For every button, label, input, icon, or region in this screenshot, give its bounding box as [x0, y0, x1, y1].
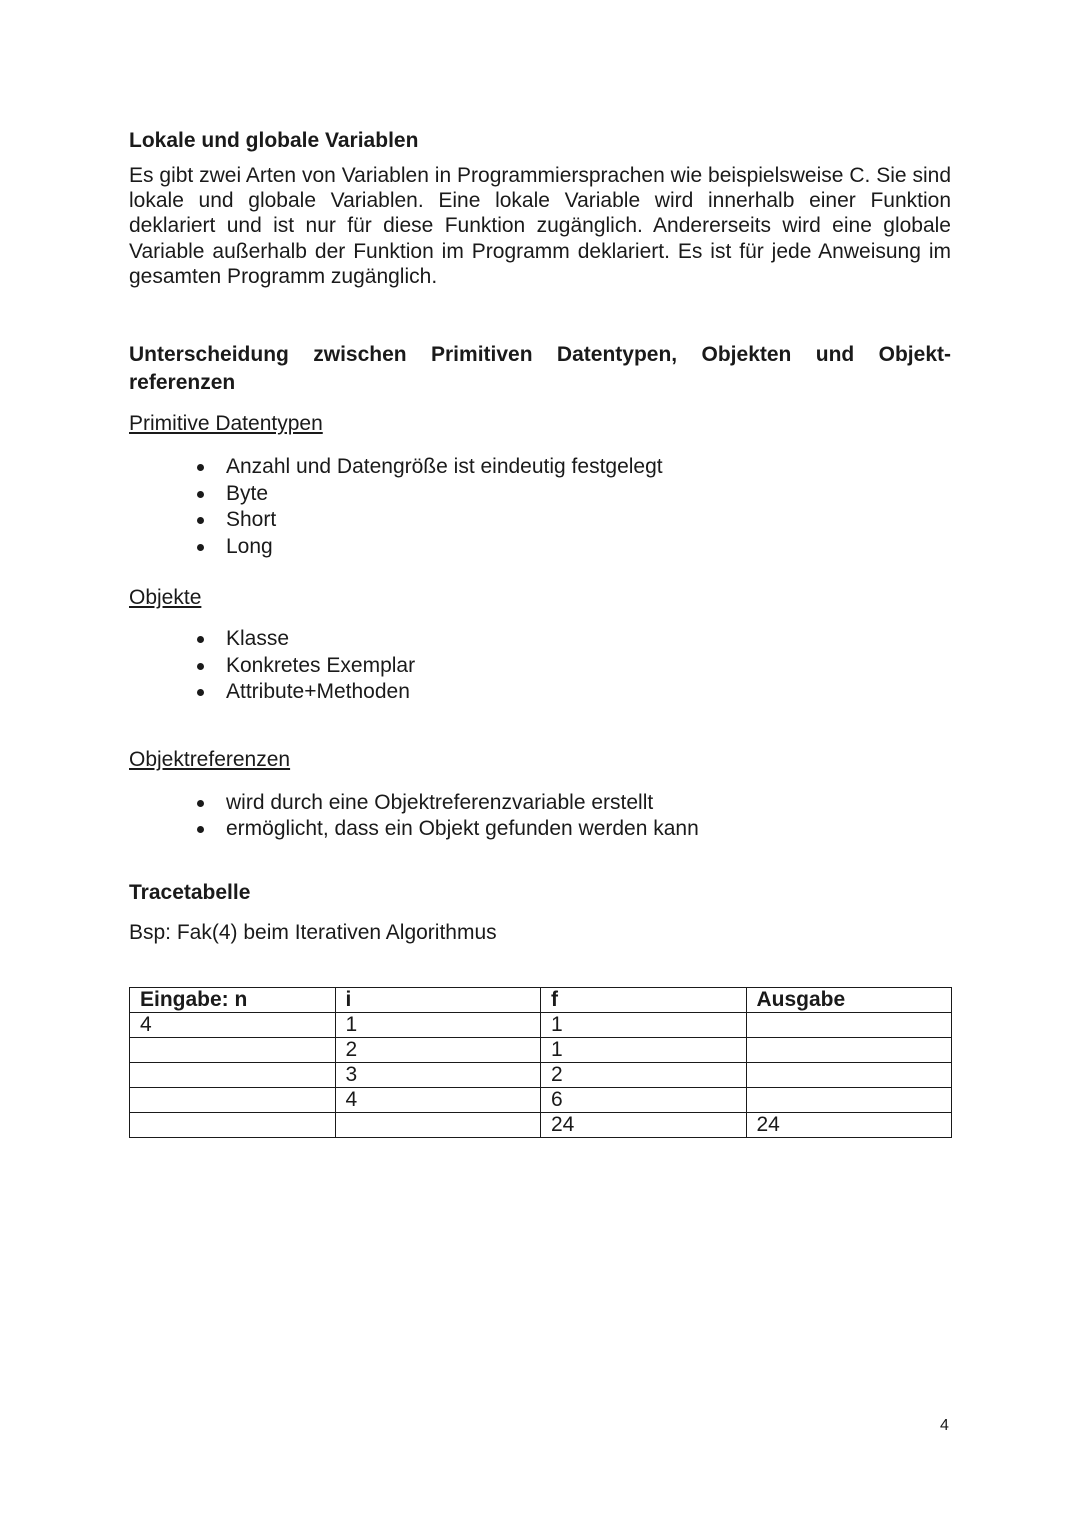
table-row [130, 1087, 952, 1112]
table-cell: 1 [335, 1012, 541, 1037]
table-cell: 4 [335, 1087, 541, 1112]
table-cell [130, 1062, 336, 1087]
table-cell: 6 [541, 1087, 747, 1112]
table-cell [746, 1062, 952, 1087]
list-item: Klasse [226, 626, 951, 653]
list-item: Short [226, 507, 951, 534]
table-cell [746, 1037, 952, 1062]
list-item: ermöglicht, dass ein Objekt gefunden werden kann [226, 816, 951, 843]
header-cell: Ausgabe [746, 987, 952, 1012]
table-cell: 24 [746, 1112, 952, 1137]
table-cell: 3 [335, 1062, 541, 1087]
header-cell: Eingabe: n [130, 987, 336, 1012]
list-item: Long [226, 534, 951, 561]
trace-table [129, 987, 952, 1138]
table-cell: 1 [541, 1012, 747, 1037]
subheading-references: Objektreferenzen [129, 747, 291, 771]
table-row [130, 1012, 952, 1037]
list-item: Konkretes Exemplar [226, 653, 951, 680]
table-cell [130, 1112, 336, 1137]
list-item: Byte [226, 481, 951, 508]
table-row [130, 1112, 952, 1137]
section-title-tracetable: Tracetabelle [129, 880, 251, 904]
list-references [129, 790, 951, 843]
table-cell: 2 [335, 1037, 541, 1062]
table-cell [130, 1037, 336, 1062]
document-page [129, 127, 951, 1138]
table-cell: 4 [130, 1012, 336, 1037]
table-row [130, 1062, 952, 1087]
list-item: wird durch eine Objektreferenzvariable erstellt [226, 790, 951, 817]
table-cell [746, 1087, 952, 1112]
variables-paragraph: Es gibt zwei Arten von Variablen in Programmiersprachen wie beispielsweise C. Sie sind lokale und globale Variablen. Eine lokale Variable wird innerhalb einer Funktion deklariert und ist nur für diese Funktion zugänglich. Andererseits wird eine globale Variable außerhalb der Funktion im Programm deklariert. Es ist für jede Anweisung im gesamten Programm zugänglich. [129, 164, 951, 288]
table-cell: 24 [541, 1112, 747, 1137]
page-number: 4 [940, 1417, 949, 1434]
table-cell: 2 [541, 1062, 747, 1087]
list-item: Attribute+Methoden [226, 679, 951, 706]
table-header-row [130, 987, 952, 1012]
header-cell: i [335, 987, 541, 1012]
section-title-variables: Lokale und globale Variablen [129, 129, 419, 152]
example-text: Bsp: Fak(4) beim Iterativen Algorithmus [129, 920, 497, 944]
list-objects [129, 626, 951, 706]
table-cell [335, 1112, 541, 1137]
table-cell: 1 [541, 1037, 747, 1062]
table-cell [746, 1012, 952, 1037]
subheading-primitive: Primitive Datentypen [129, 412, 323, 436]
list-item: Anzahl und Datengröße ist eindeutig festgelegt [226, 454, 951, 481]
header-cell: f [541, 987, 747, 1012]
table-row [130, 1037, 952, 1062]
subheading-objects: Objekte [129, 586, 202, 610]
section-title-datatypes: Unterscheidung zwischen Primitiven Datentypen, Objekten und Objekt-referenzen [129, 343, 951, 395]
table-cell [130, 1087, 336, 1112]
list-primitive [129, 454, 951, 560]
